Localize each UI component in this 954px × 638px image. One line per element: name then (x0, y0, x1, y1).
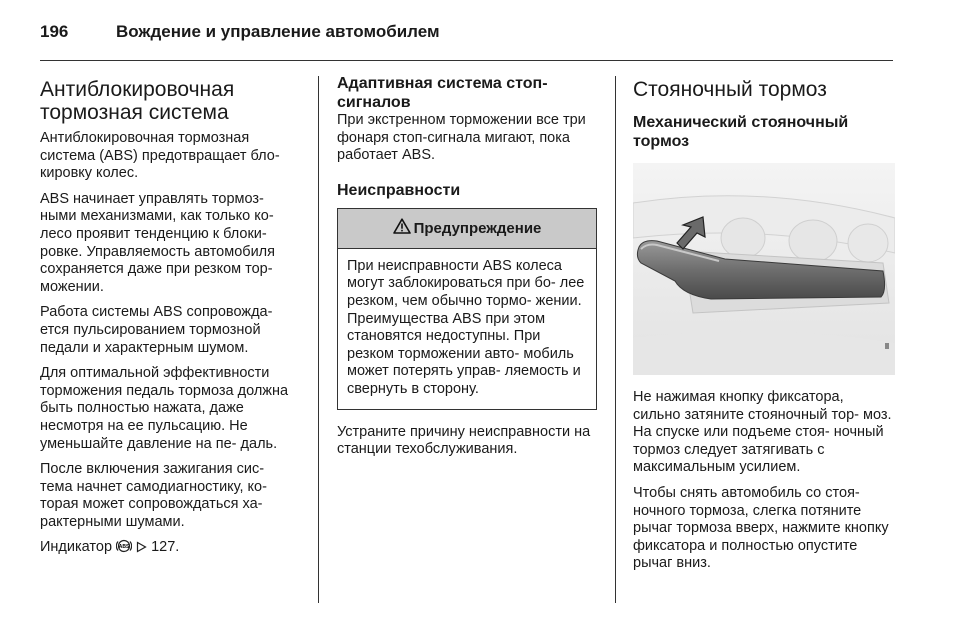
column-divider (318, 76, 319, 603)
adaptive-brake-lights-heading: Адаптивная система стоп- сигналов (337, 75, 548, 111)
column-brake-lights (337, 74, 597, 467)
indicator-page-ref[interactable]: 127. (151, 539, 180, 556)
parking-brake-paragraph: Чтобы снять автомобиль со стоя- ночного тормоза, слегка потяните рычаг тормоза вверх, нажмите кнопку фиксатора и полностью опустите рычаг вниз. (633, 484, 889, 572)
warning-box (337, 208, 597, 410)
warning-header (338, 209, 596, 249)
indicator-reference: Индикатор ABS 127. (40, 539, 298, 559)
adaptive-brake-lights-text: При экстренном торможении все три фонаря стоп-сигнала мигают, пока работает ABS. (337, 112, 586, 164)
page-number: 196 (40, 22, 69, 41)
svg-text:ABS: ABS (118, 544, 130, 551)
page-reference-arrow-icon (136, 541, 147, 559)
abs-indicator-icon (116, 539, 132, 559)
parking-brake-title: Стояночный тормоз (633, 78, 827, 101)
warning-triangle-icon (393, 218, 414, 238)
column-divider (615, 76, 616, 603)
mechanical-parking-brake-heading: Механический стояночный тормоз (633, 114, 849, 150)
parking-brake-paragraph: Не нажимая кнопку фиксатора, сильно затяните стояночный тор- моз. На спуске или подъеме стоя- ночный тормоз следует затягивать с максимальным усилием. (633, 389, 892, 476)
abs-paragraph: После включения зажигания сис- тема начнет самодиагностику, ко- торая может сопровождаться ха- рактерными шумами. (40, 461, 267, 530)
chapter-title: Вождение и управление автомобилем (116, 22, 440, 41)
remedy-text: Устраните причину неисправности на станции техобслуживания. (337, 423, 591, 458)
page-header (40, 20, 893, 61)
abs-paragraph: Для оптимальной эффективности торможения педаль тормоза должна быть полностью нажата, даже несмотря на ее пульсацию. Не уменьшайте давление на пе- даль. (40, 365, 289, 452)
warning-title: Предупреждение (413, 219, 542, 237)
faults-heading: Неисправности (337, 181, 461, 199)
abs-title: Антиблокировочная тормозная система (40, 78, 235, 124)
abs-paragraph: Антиблокировочная тормозная система (ABS) предотвращает бло- кировку колес. (40, 130, 280, 182)
abs-paragraph: Работа системы ABS сопровожда- ется пульсированием тормозной педали и характерным шумом. (40, 304, 273, 356)
abs-paragraph: ABS начинает управлять тормоз- ными механизмами, как только ко- лесо проявит тенденцию к блоки- ровке. Управляемость автомобиля сохраняется даже при резком тор- можении. (40, 190, 275, 295)
parking-brake-lever-illustration (633, 163, 895, 375)
column-abs (40, 74, 298, 567)
warning-text: При неисправности ABS колеса могут заблокироваться при бо- лее резком, чем обычно тормо- жении. Преимущества ABS при этом становятся недоступны. При резком торможении авто- мобиль может потерять управ- ляемость и свернуть в сторону. (347, 257, 585, 397)
column-parking-brake (633, 74, 895, 581)
